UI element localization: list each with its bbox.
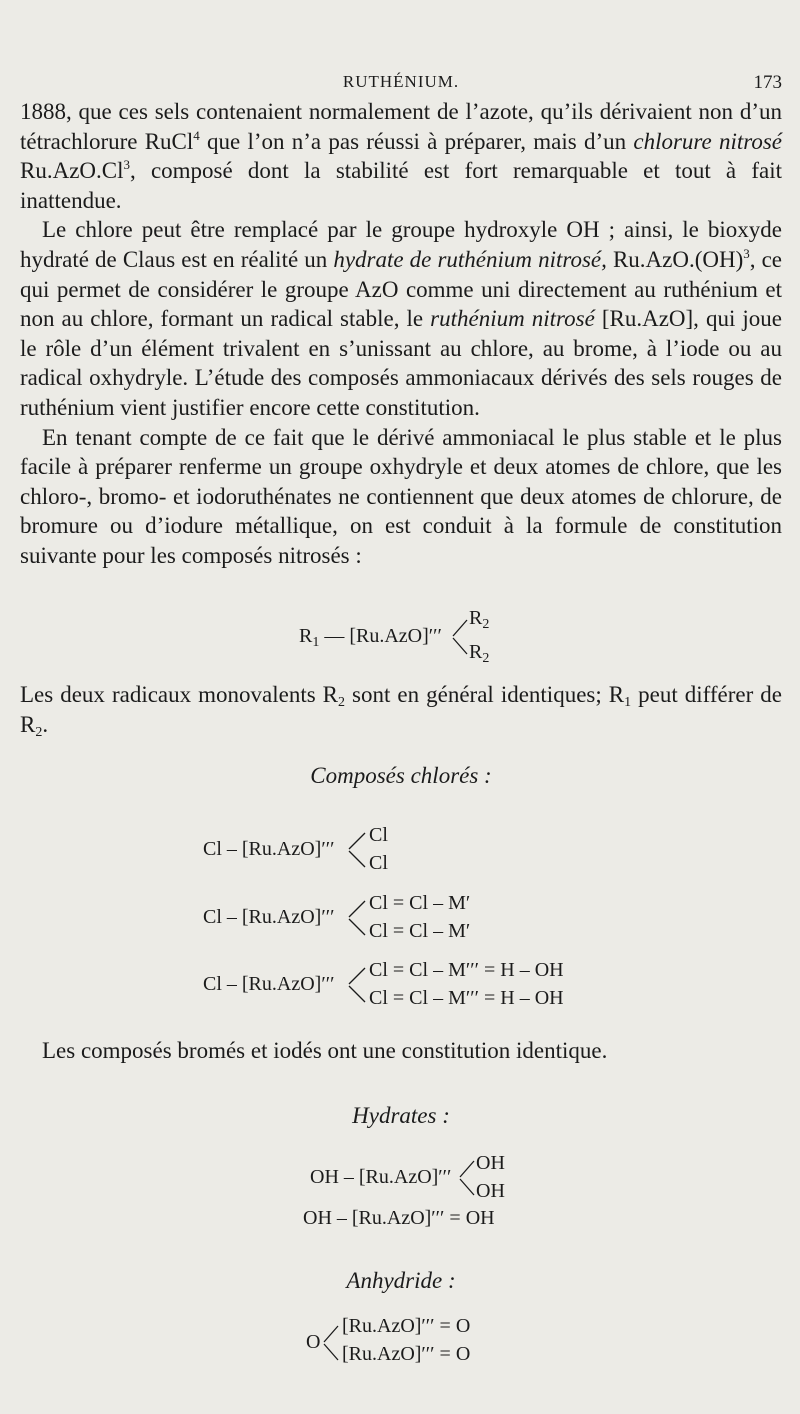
paragraph-3: En tenant compte de ce fait que le dérivé ammoniacal le plus stable et le plus facile à préparer renferme un groupe oxhydryle et deux atomes de chlore, que les chloro-, bromo- et iodoruthénates ne contiennent que deux atomes de chlorure, de bromure ou d’iodure métallique, on est conduit à la formule de constitution suivante pour les composés nitrosés :	[20, 424, 782, 568]
body-text	[20, 97, 782, 571]
branch-bracket-icon	[451, 614, 471, 660]
general-formula: $R_1$ — [Ru.AzO]′′′ $R_2$ $R_2$	[299, 607, 490, 666]
line-bromes: Les composés bromés et iodés ont une constitution identique.	[42, 1038, 608, 1063]
page-number: 173	[753, 72, 782, 93]
running-header	[20, 72, 782, 98]
paragraph-1: 1888, que ces sels contenaient normalement de l’azote, qu’ils dérivaient non d’un tétrachlorure RuCl$^4$ que l’on n’a pas réussi à préparer, mais d’un chlorure nitrosé Ru.AzO.Cl$^3$, composé dont la stabilité est fort remarquable et tout à fait inattendue.	[20, 99, 782, 213]
heading-anhydride: Anhydride :	[346, 1268, 456, 1293]
paragraph-2: Le chlore peut être remplacé par le groupe hydroxyle OH ; ainsi, le bioxyde hydraté de Claus est en réalité un hydrate de ruthénium nitrosé, Ru.AzO.(OH)$^3$, ce qui permet de considérer le groupe AzO comme uni directement au ruthénium et non au chlore, formant un radical stable, le ruthénium nitrosé [Ru.AzO], qui joue le rôle d’un élément trivalent en s’unissant au chlore, au brome, à l’iode ou au radical oxhydryle. L’étude des composés ammoniacaux dérivés des sels rouges de ruthénium vient justifier encore cette constitution.	[20, 217, 783, 420]
anhydride-formula: O [Ru.AzO]′′′ = O [Ru.AzO]′′′ = O	[306, 1315, 471, 1365]
branch-bracket-icon	[347, 895, 369, 939]
paragraph-4: Les deux radicaux monovalents $R_2$ sont en général identiques; $R_1$ peut différer de $R_2$.	[20, 682, 782, 740]
hydrate-formula-2: OH – [Ru.AzO]′′′ = OH	[303, 1207, 495, 1229]
heading-composes-chlores: Composés chlorés :	[310, 763, 492, 788]
chlore-formula-2: Cl – [Ru.AzO]′′′ Cl = Cl – M′ Cl = Cl – M′	[203, 892, 471, 942]
heading-hydrates: Hydrates :	[352, 1103, 450, 1128]
branch-bracket-icon	[347, 962, 369, 1006]
running-title: RUTHÉNIUM.	[342, 72, 460, 91]
hydrate-formula-1: OH – [Ru.AzO]′′′ OH OH	[310, 1152, 505, 1202]
chlore-formula-1: Cl – [Ru.AzO]′′′ Cl Cl	[203, 824, 388, 874]
branch-bracket-icon	[322, 1320, 342, 1364]
chlore-formula-3: Cl – [Ru.AzO]′′′ Cl = Cl – M′′′ = H – OH Cl = Cl – M′′′ = H – OH	[203, 959, 564, 1009]
branch-bracket-icon	[458, 1155, 478, 1199]
branch-bracket-icon	[347, 827, 369, 871]
